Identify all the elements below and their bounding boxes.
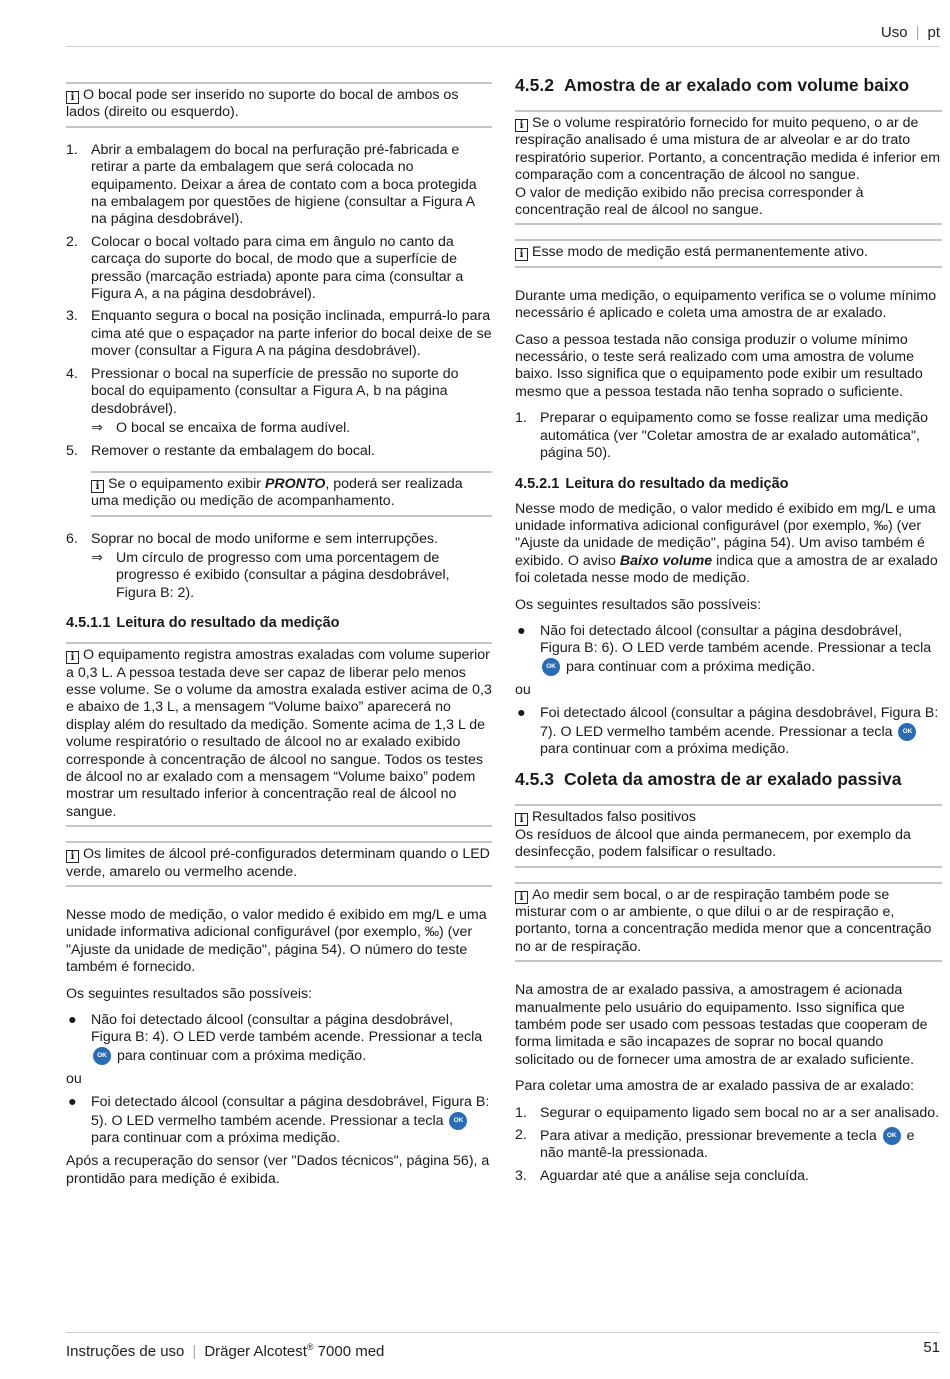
list-item: 2. Colocar o bocal voltado para cima em ângulo no canto da carcaça do suporte do bocal, de modo que a superfície de pressão (marcação estriada) aponte para cima (consultar a Figura A, a na página desdobrável). — [66, 233, 464, 303]
header-lang: pt — [927, 24, 940, 41]
info-note: i O bocal pode ser inserido no suporte do bocal de ambos os lados (direito ou esquerdo). — [66, 82, 492, 128]
info-note: i O equipamento registra amostras exaladas com volume superior a 0,3 L. A pessoa testada deve ser capaz de liberar pelo menos esse volume. Se o volume da amostra exalada estiver acima de 0,3 e abaixo de 1,3 L, a mensagem “Volume baixo” aparecerá no display além do resultado da medição. Somente acima de 1,3 L de volume respiratório o resultado de álcool no ar exalado exibido corresponde à concentração de álcool no sangue. Todos os testes de álcool no ar exalado com a mensagem “Volume baixo” podem mostrar um resultado inferior à concentração real de álcool no sangue. — [66, 642, 492, 827]
paragraph: Caso a pessoa testada não consiga produzir o volume mínimo necessário, o teste será realizado com uma amostra de volume baixo. Isso significa que o equipamento pode exibir um resultado mesmo que a pessoa testada não tenha soprado o suficiente. — [515, 331, 923, 400]
info-icon: i — [66, 91, 79, 104]
section-heading: 4.5.1.1 Leitura do resultado da medição — [66, 615, 340, 632]
or-text: ou — [515, 681, 531, 698]
paragraph: Durante uma medição, o equipamento verifica se o volume mínimo necessário é aplicado e coleta uma amostra de ar exalado. — [515, 287, 937, 322]
section-heading: 4.5.3 Coleta da amostra de ar exalado passiva — [515, 769, 902, 790]
list-item: ● Não foi detectado álcool (consultar a página desdobrável, Figura B: 4). O LED verde também acende. Pressionar a tecla OK para continuar com a próxima medição. — [68, 1012, 483, 1064]
list-item: 3. Enquanto segura o bocal na posição inclinada, empurrá-lo para cima até que o espaçador na parte inferior do bocal deixe de se mover (consultar a Figura A na página desdobrável). — [66, 308, 492, 360]
info-icon: i — [515, 891, 528, 904]
ok-key-icon: OK — [93, 1047, 111, 1065]
paragraph: Para coletar uma amostra de ar exalado passiva de ar exalado: — [515, 1078, 915, 1095]
page-footer: Instruções de uso | Dräger Alcotest® 7000 med — [66, 1342, 385, 1360]
list-item: 6. Soprar no bocal de modo uniforme e sem interrupções. ⇒ Um círculo de progresso com uma porcentagem de progresso é exibido (consultar a página desdobrável, Figura B: 2). — [66, 531, 492, 603]
display-message: PRONTO — [264, 475, 326, 492]
bullet-list — [66, 1012, 492, 1065]
info-note: i Resultados falso positivos Os resíduos de álcool que ainda permanecem, por exemplo da desinfecção, podem falsificar o resultado. — [515, 804, 942, 867]
step-result: ⇒ Um círculo de progresso com uma porcentagem de progresso é exibido (consultar a página desdobrável, Figura B: 2). — [91, 549, 450, 601]
paragraph: Nesse modo de medição, o valor medido é exibido em mg/L e uma unidade informativa adicional configurável (por exemplo, ‰) (ver "Ajuste da unidade de medição", página 54). O número do teste também é fornecido. — [66, 907, 487, 976]
left-column — [66, 72, 492, 1197]
steps-list — [515, 1105, 942, 1185]
bullet-list — [515, 623, 942, 676]
info-note: i Os limites de álcool pré-configurados determinam quando o LED verde, amarelo ou vermelho acende. — [66, 841, 492, 887]
list-item: 1. Preparar o equipamento como se fosse realizar uma medição automática (ver "Coletar amostra de ar exalado automática", página 50). — [515, 410, 928, 462]
header-section: Uso — [880, 24, 908, 41]
ok-key-icon: OK — [883, 1127, 901, 1145]
bullet-list — [515, 705, 942, 758]
bullet-icon: ● — [517, 622, 526, 639]
ok-key-icon: OK — [449, 1112, 467, 1130]
paragraph: Nesse modo de medição, o valor medido é exibido em mg/L e uma unidade informativa adicional configurável (por exemplo, ‰) (ver "Ajuste da unidade de medição", página 54). Um aviso também é exibido. O aviso Baixo volume indica que a amostra de ar exalado foi coletada nesse modo de medição. — [515, 500, 938, 587]
or-text: ou — [66, 1071, 82, 1088]
page-header: Uso | pt — [880, 24, 940, 41]
paragraph: Os seguintes resultados são possíveis: — [66, 985, 313, 1002]
footer-rule — [66, 1332, 940, 1333]
bullet-icon: ● — [517, 705, 526, 722]
display-message: Baixo volume — [619, 552, 713, 569]
section-heading: 4.5.2.1 Leitura do resultado da medição — [515, 475, 789, 492]
paragraph: Na amostra de ar exalado passiva, a amostragem é acionada manualmente pelo usuário do equipamento. Isso significa que também pode ser usado com pessoas testadas que cooperam de forma limitada e são incapazes de soprar no bocal quando solicitado ou de fornecer uma amostra de ar exalado suficiente. — [515, 982, 928, 1068]
list-item: ● Foi detectado álcool (consultar a página desdobrável, Figura B: 5). O LED vermelho também acende. Pressionar a tecla OK para continuar com a próxima medição. — [68, 1094, 490, 1146]
info-icon: i — [66, 850, 79, 863]
info-icon: i — [515, 813, 528, 826]
list-item: 1. Abrir a embalagem do bocal na perfuração pré-fabricada e retirar a parte da embalagem que será colocada no equipamento. Deixar a área de contato com a boca protegida na embalagem por questões de higiene (consultar a Figura A na página desdobrável). — [66, 141, 477, 228]
info-note: i Esse modo de medição está permanentemente ativo. — [515, 239, 942, 267]
info-icon: i — [91, 480, 104, 493]
list-item: 1. Segurar o equipamento ligado sem bocal no ar a ser analisado. — [515, 1104, 940, 1121]
ok-key-icon: OK — [542, 658, 560, 676]
section-heading: 4.5.2 Amostra de ar exalado com volume baixo — [515, 75, 910, 95]
ok-key-icon: OK — [898, 723, 916, 741]
steps-list — [66, 142, 492, 461]
header-rule — [66, 46, 940, 47]
list-item: 2. Para ativar a medição, pressionar brevemente a tecla OK e não mantê-la pressionada. — [515, 1126, 915, 1162]
info-note: i Se o equipamento exibir PRONTO, poderá ser realizada uma medição ou medição de acompanhamento. — [91, 471, 492, 517]
bullet-icon: ● — [68, 1094, 77, 1111]
info-note: i Se o volume respiratório fornecido for muito pequeno, o ar de respiração analisado é uma mistura de ar alveolar e ar do trato respiratório superior. Portanto, a concentração medida é inferior em comparação com a concentração de álcool no sangue. O valor de medição exibido não precisa corresponder à concentração real de álcool no sangue. — [515, 110, 942, 225]
result-arrow-icon: ⇒ — [91, 549, 103, 566]
footer-doc: Instruções de uso — [66, 1343, 185, 1360]
step-result: ⇒ O bocal se encaixa de forma audível. — [91, 419, 351, 436]
paragraph: Após a recuperação do sensor (ver "Dados técnicos", página 56), a prontidão para medição é exibida. — [66, 1153, 490, 1187]
list-item: ● Não foi detectado álcool (consultar a página desdobrável, Figura B: 6). O LED verde também acende. Pressionar a tecla OK para continuar com a próxima medição. — [517, 622, 932, 675]
list-item: ● Foi detectado álcool (consultar a página desdobrável, Figura B: 7). O LED vermelho também acende. Pressionar a tecla OK para continuar com a próxima medição. — [517, 705, 939, 757]
footer-product: Dräger Alcotest — [204, 1343, 307, 1360]
paragraph: Os seguintes resultados são possíveis: — [515, 596, 762, 613]
bullet-icon: ● — [68, 1012, 77, 1029]
info-icon: i — [515, 248, 528, 261]
info-icon: i — [515, 119, 528, 132]
list-item: 5. Remover o restante da embalagem do bocal. — [66, 443, 375, 460]
info-note: i Ao medir sem bocal, o ar de respiração também pode se misturar com o ar ambiente, o que dilui o ar de respiração e, portanto, torna a concentração medida menor que a concentração no ar de respiração. — [515, 882, 942, 963]
list-item: 3. Aguardar até que a análise seja concluída. — [515, 1167, 809, 1184]
list-item: 4. Pressionar o bocal na superfície de pressão no suporte do bocal do equipamento (consultar a Figura A, b na página desdobrável). ⇒ O bocal se encaixa de forma audível. — [66, 366, 492, 438]
steps-list — [515, 410, 942, 462]
result-arrow-icon: ⇒ — [91, 419, 103, 436]
steps-list — [66, 531, 492, 603]
info-icon: i — [66, 651, 79, 664]
right-column — [515, 72, 942, 1191]
page-number: 51 — [923, 1339, 940, 1356]
bullet-list — [66, 1094, 492, 1147]
